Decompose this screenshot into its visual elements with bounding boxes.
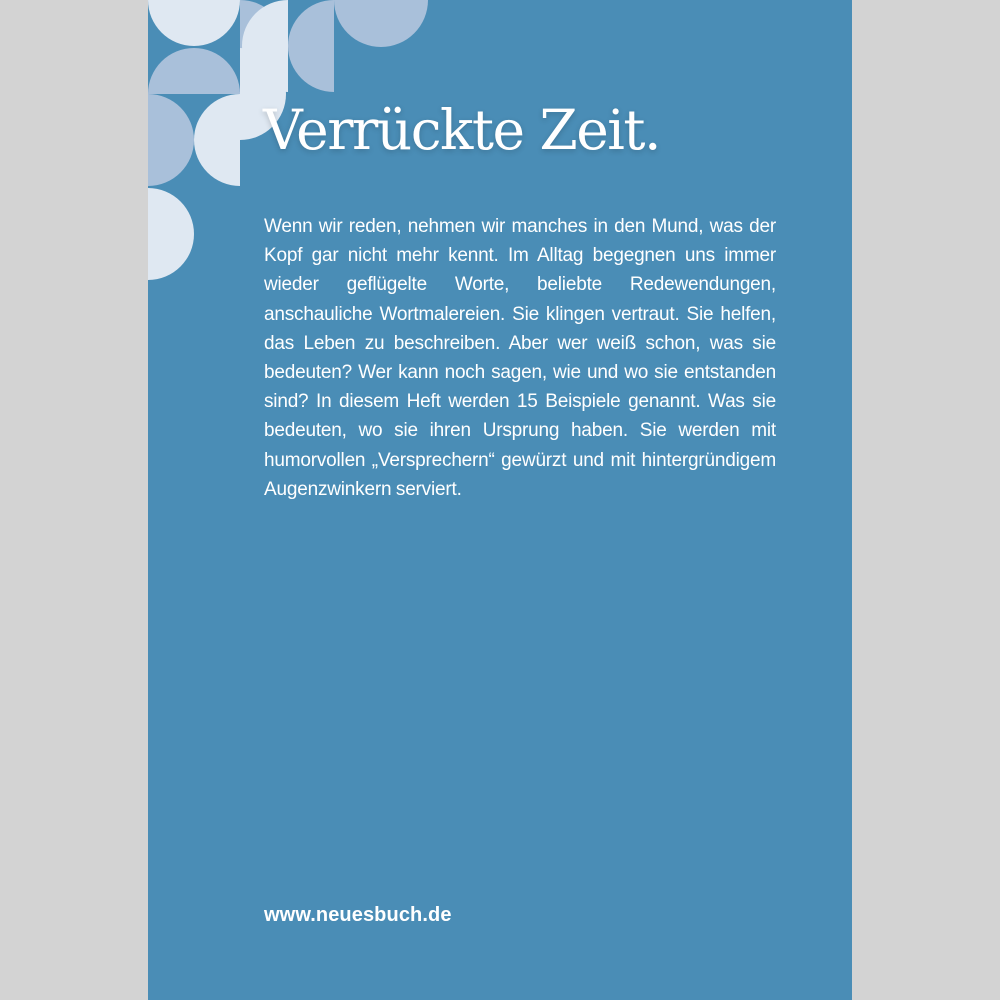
pattern-shape	[288, 0, 334, 92]
pattern-shape	[194, 94, 240, 186]
book-blurb: Wenn wir reden, nehmen wir manches in den Mund, was der Kopf gar nicht mehr kennt. Im Alltag begegnen uns immer wieder geflügelte Worte, beliebte Redewendungen, anschauliche Wortmalereien. Sie klingen vertraut. Sie helfen, das Leben zu beschreiben. Aber wer weiß schon, was sie bedeuten? Wer kann noch sagen, wie und wo sie entstanden sind? In diesem Heft werden 15 Beispiele genannt. Was sie bedeuten, wo sie ihren Ursprung haben. Sie werden mit humorvollen „Versprechern“ gewürzt und mit hintergründigem Augenzwinkern serviert.	[264, 216, 776, 500]
pattern-shape	[194, 92, 240, 94]
pattern-shape	[148, 94, 194, 186]
pattern-shape	[334, 0, 428, 47]
back-cover	[148, 0, 852, 1000]
pattern-shape	[148, 188, 194, 280]
pattern-shape	[148, 48, 240, 94]
book-title: Verrückte Zeit.	[263, 98, 660, 162]
publisher-website: www.neuesbuch.de	[264, 904, 452, 926]
pattern-shape	[148, 0, 240, 46]
